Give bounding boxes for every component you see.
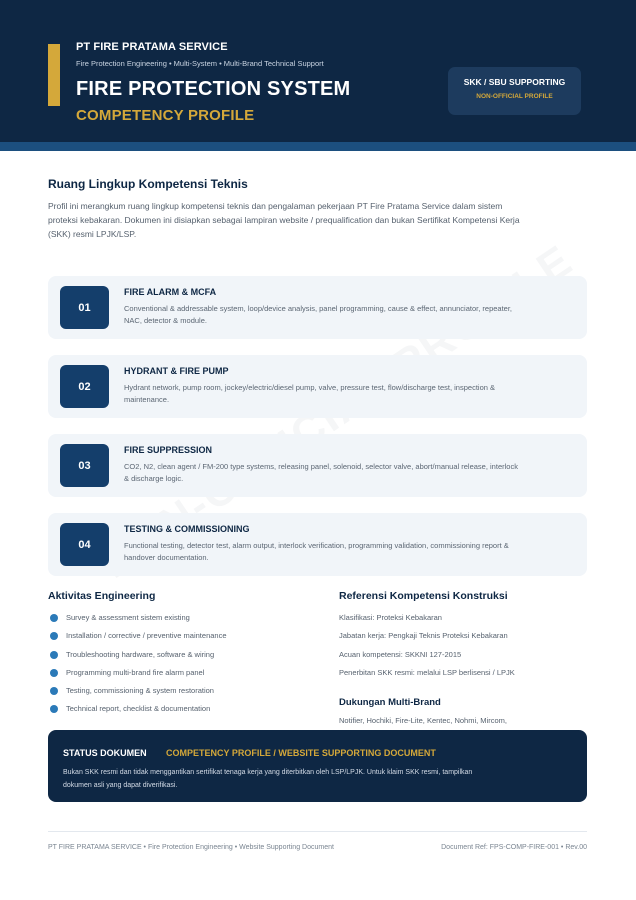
- bullet-dot-icon: [50, 705, 58, 713]
- status-label: STATUS DOKUMEN: [63, 748, 147, 758]
- list-item-label: Technical report, checklist & documentation: [66, 704, 211, 714]
- badge-subtitle: NON-OFFICIAL PROFILE: [476, 93, 553, 100]
- list-item: [50, 630, 227, 648]
- list-item-label: Programming multi-brand fire alarm panel: [66, 667, 205, 677]
- card-number: 02: [60, 365, 109, 408]
- company-name: PT FIRE PRATAMA SERVICE: [76, 41, 228, 53]
- reference-list: [339, 612, 515, 685]
- activities-list: [50, 612, 227, 722]
- competency-card-hydrant: [48, 355, 587, 418]
- card-number: 03: [60, 444, 109, 487]
- card-description: Hydrant network, pump room, jockey/electric/diesel pump, valve, pressure test, flow/discharge test, inspection & maintenance.: [124, 383, 495, 404]
- list-item: [50, 685, 227, 703]
- card-number: 04: [60, 523, 109, 566]
- page-title: FIRE PROTECTION SYSTEM: [76, 78, 351, 100]
- list-item: Penerbitan SKK resmi: melalui LSP berlisensi / LPJK: [339, 667, 515, 677]
- skk-badge: [448, 67, 581, 115]
- card-title: HYDRANT & FIRE PUMP: [124, 366, 229, 376]
- list-item-label: Survey & assessment sistem existing: [66, 613, 190, 622]
- multibrand-text: Notifier, Hochiki, Fire-Lite, Kentec, Nohmi, Mircom,: [339, 716, 507, 725]
- reference-title: Referensi Kompetensi Konstruksi: [339, 590, 508, 602]
- bullet-dot-icon: [50, 669, 58, 677]
- status-value: COMPETENCY PROFILE / WEBSITE SUPPORTING DOCUMENT: [166, 748, 436, 758]
- status-description: Bukan SKK resmi dan tidak menggantikan sertifikat tenaga kerja yang diterbitkan oleh LSP/LPJK. Untuk klaim SKK resmi, tampilkan dokumen asli yang dapat diverifikasi.: [63, 769, 473, 789]
- tagline: Fire Protection Engineering • Multi-System • Multi-Brand Technical Support: [76, 59, 324, 68]
- card-description: Conventional & addressable system, loop/device analysis, panel programming, cause & effect, annunciator, repeater, NAC, detector & module.: [124, 304, 513, 325]
- card-title: FIRE SUPPRESSION: [124, 445, 213, 455]
- list-item: Jabatan kerja: Pengkaji Teknis Proteksi Kebakaran: [339, 631, 508, 641]
- competency-card-fire-alarm: [48, 276, 587, 339]
- accent-bar: [48, 44, 60, 106]
- card-title: FIRE ALARM & MCFA: [124, 287, 217, 297]
- bullet-dot-icon: [50, 687, 58, 695]
- footer-right: Document Ref: FPS-COMP-FIRE-001 • Rev.00: [441, 844, 587, 851]
- bullet-dot-icon: [50, 632, 58, 640]
- header-band: [0, 142, 636, 151]
- list-item: [50, 667, 227, 685]
- competency-card-suppression: [48, 434, 587, 497]
- competency-card-testing: [48, 513, 587, 576]
- footer-left: PT FIRE PRATAMA SERVICE • Fire Protection Engineering • Website Supporting Document: [48, 844, 334, 851]
- list-item: [50, 649, 227, 667]
- list-item: Klasifikasi: Proteksi Kebakaran: [339, 613, 442, 622]
- card-description: Functional testing, detector test, alarm output, interlock verification, programming validation, commissioning report & handover documentation.: [124, 541, 509, 562]
- list-item: [50, 612, 227, 630]
- card-number: 01: [60, 286, 109, 329]
- list-item: [50, 703, 227, 721]
- multibrand-title: Dukungan Multi-Brand: [339, 697, 441, 708]
- list-item-label: Troubleshooting hardware, software & wiring: [66, 649, 215, 659]
- page-subtitle: COMPETENCY PROFILE: [76, 107, 255, 124]
- footer-divider: [48, 831, 587, 832]
- list-item: Acuan kompetensi: SKKNI 127-2015: [339, 649, 462, 659]
- scope-description: Profil ini merangkum ruang lingkup kompetensi teknis dan pengalaman pekerjaan PT Fire Pratama Service dalam sistem proteksi kebakaran. Dokumen ini disiapkan sebagai lampiran website / prequalification dan bukan Sertifikat Kompetensi Kerja (SKK) resmi LPJK/LSP.: [48, 201, 520, 239]
- activities-title: Aktivitas Engineering: [48, 590, 156, 602]
- list-item-label: Testing, commissioning & system restoration: [66, 686, 214, 696]
- status-box: [48, 730, 587, 802]
- scope-title: Ruang Lingkup Kompetensi Teknis: [48, 177, 248, 191]
- badge-title: SKK / SBU SUPPORTING: [463, 77, 566, 87]
- list-item-label: Installation / corrective / preventive maintenance: [66, 631, 227, 641]
- bullet-dot-icon: [50, 651, 58, 659]
- card-description: CO2, N2, clean agent / FM-200 type systems, releasing panel, solenoid, selector valve, abort/manual release, interlock & discharge logic.: [124, 462, 518, 483]
- bullet-dot-icon: [50, 614, 58, 622]
- card-title: TESTING & COMMISSIONING: [124, 524, 250, 534]
